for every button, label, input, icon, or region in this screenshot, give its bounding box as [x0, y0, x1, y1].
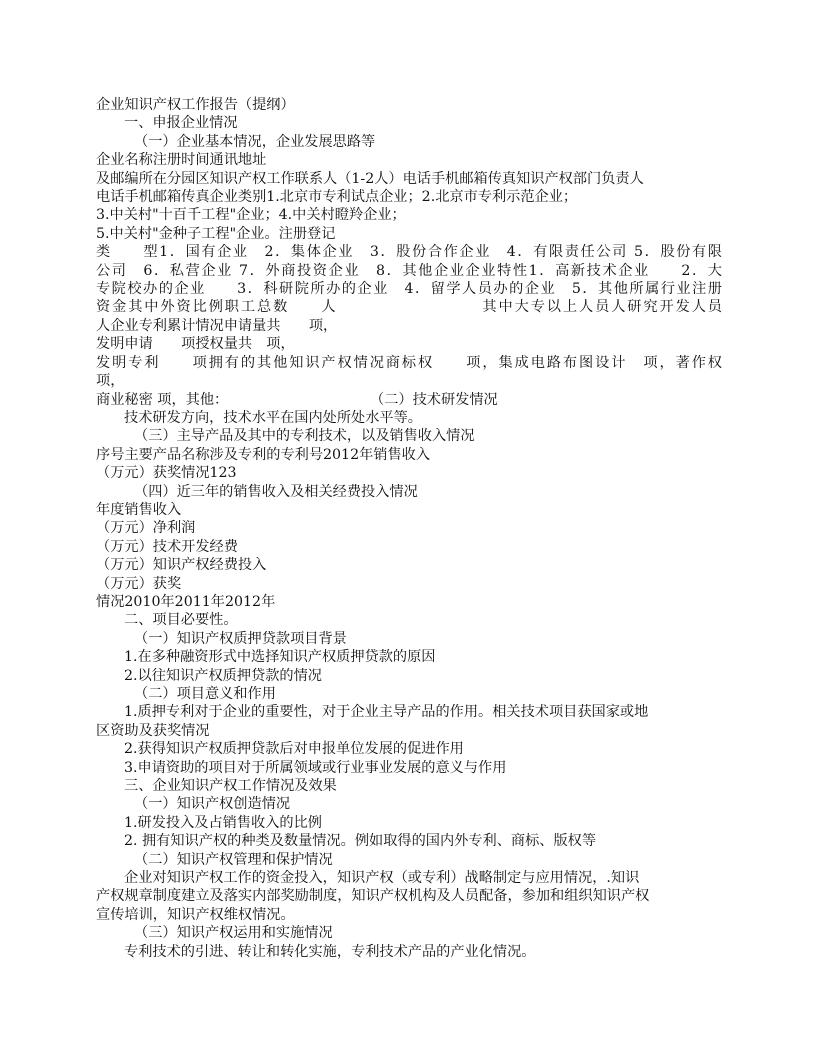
text-line: 技术研发方向，技术水平在国内处所处水平等。 — [124, 409, 422, 426]
text-line: （万元）知识产权经费投入 — [96, 557, 267, 574]
subsection-heading: （二）项目意义和作用 — [134, 686, 276, 702]
text-line: 区资助及获奖情况 — [96, 722, 210, 739]
subsection-heading: （一）知识产权质押贷款项目背景 — [134, 630, 347, 647]
subsection-heading: （一）知识产权创造情况 — [134, 796, 291, 813]
text-line: 人企业专利累计情况申请量共 项， — [96, 317, 338, 334]
subsection-heading: （一）企业基本情况，企业发展思路等 — [134, 133, 376, 150]
section-heading-3: 三、企业知识产权工作情况及效果 — [124, 778, 337, 795]
text-line: 2. 拥有知识产权的种类及数量情况。例如取得的国内外专利、商标、版权等 — [124, 833, 597, 850]
text-line: 专利技术的引进、转让和转化实施，专利技术产品的产业化情况。 — [124, 943, 536, 960]
text-line: 商业秘密 项，其他： （二）技术研发情况 — [96, 391, 498, 408]
text-line: 序号主要产品名称涉及专利的专利号2012年销售收入 — [96, 446, 431, 463]
text-line: （万元）净利润 — [96, 520, 196, 537]
text-line: 企业名称注册时间通讯地址 — [96, 152, 267, 169]
text-line: （万元）获奖 — [96, 575, 182, 592]
text-line: 2.获得知识产权质押贷款后对申报单位发展的促进作用 — [124, 741, 464, 758]
text-line: （万元）技术开发经费 — [96, 538, 238, 555]
text-line: 宣传培训，知识产权维权情况。 — [96, 906, 295, 923]
text-line: 1.质押专利对于企业的重要性，对于企业主导产品的作用。相关技术项目获国家或地 — [124, 704, 649, 721]
text-line: 情况2010年2011年2012年 — [96, 593, 276, 610]
text-line: 5.中关村"金种子工程"企业。注册登记 — [96, 225, 336, 242]
text-line: 发明专利 项拥有的其他知识产权情况商标权 项，集成电路布图设计 项，著作权 — [96, 354, 722, 371]
subsection-heading: （二）知识产权管理和保护情况 — [134, 851, 333, 868]
subsection-heading: （三）主导产品及其中的专利技术，以及销售收入情况 — [134, 428, 475, 445]
text-line: 发明申请 项授权量共 项， — [96, 336, 295, 353]
section-heading-2: 二、项目必要性。 — [124, 612, 238, 629]
text-line: 电话手机邮箱传真企业类别1.北京市专利试点企业；2.北京市专利示范企业； — [96, 189, 578, 206]
text-line: 公司 6．私营企业 7．外商投资企业 8．其他企业企业特性1．高新技术企业 2．大 — [96, 262, 722, 279]
text-line: 产权规章制度建立及落实内部奖励制度，知识产权机构及人员配备，参加和组织知识产权 — [96, 888, 650, 905]
text-line: 类 型1．国有企业 2．集体企业 3．股份合作企业 4．有限责任公司 5．股份有限 — [96, 244, 722, 261]
text-line: （万元）获奖情况123 — [96, 465, 237, 482]
document-body — [96, 96, 722, 961]
text-line: 项， — [96, 373, 125, 390]
text-line: 企业对知识产权工作的资金投入，知识产权（或专利）战略制定与应用情况，.知识 — [124, 870, 640, 887]
text-line: 1.研发投入及占销售收入的比例 — [124, 814, 322, 831]
doc-title: 企业知识产权工作报告（提纲） — [96, 97, 295, 113]
text-line: 1.在多种融资形式中选择知识产权质押贷款的原因 — [124, 649, 436, 666]
text-line: 年度销售收入 — [96, 501, 182, 518]
text-line: 3.中关村"十百千工程"企业；4.中关村瞪羚企业； — [96, 207, 406, 224]
subsection-heading: （四）近三年的销售收入及相关经费投入情况 — [134, 483, 418, 500]
text-line: 资金其中外资比例职工总数 人 其中大专以上人员人研究开发人员 — [96, 299, 722, 316]
text-line: 3.申请资助的项目对于所属领域或行业事业发展的意义与作用 — [124, 759, 507, 776]
text-line: 2.以往知识产权质押贷款的情况 — [124, 667, 322, 684]
text-line: 专院校办的企业 3．科研院所办的企业 4．留学人员办的企业 5．其他所属行业注册 — [96, 281, 722, 298]
text-line: 及邮编所在分园区知识产权工作联系人（1-2人）电话手机邮箱传真知识产权部门负责人 — [96, 170, 644, 187]
subsection-heading: （三）知识产权运用和实施情况 — [134, 925, 333, 942]
section-heading-1: 一、申报企业情况 — [124, 115, 238, 132]
